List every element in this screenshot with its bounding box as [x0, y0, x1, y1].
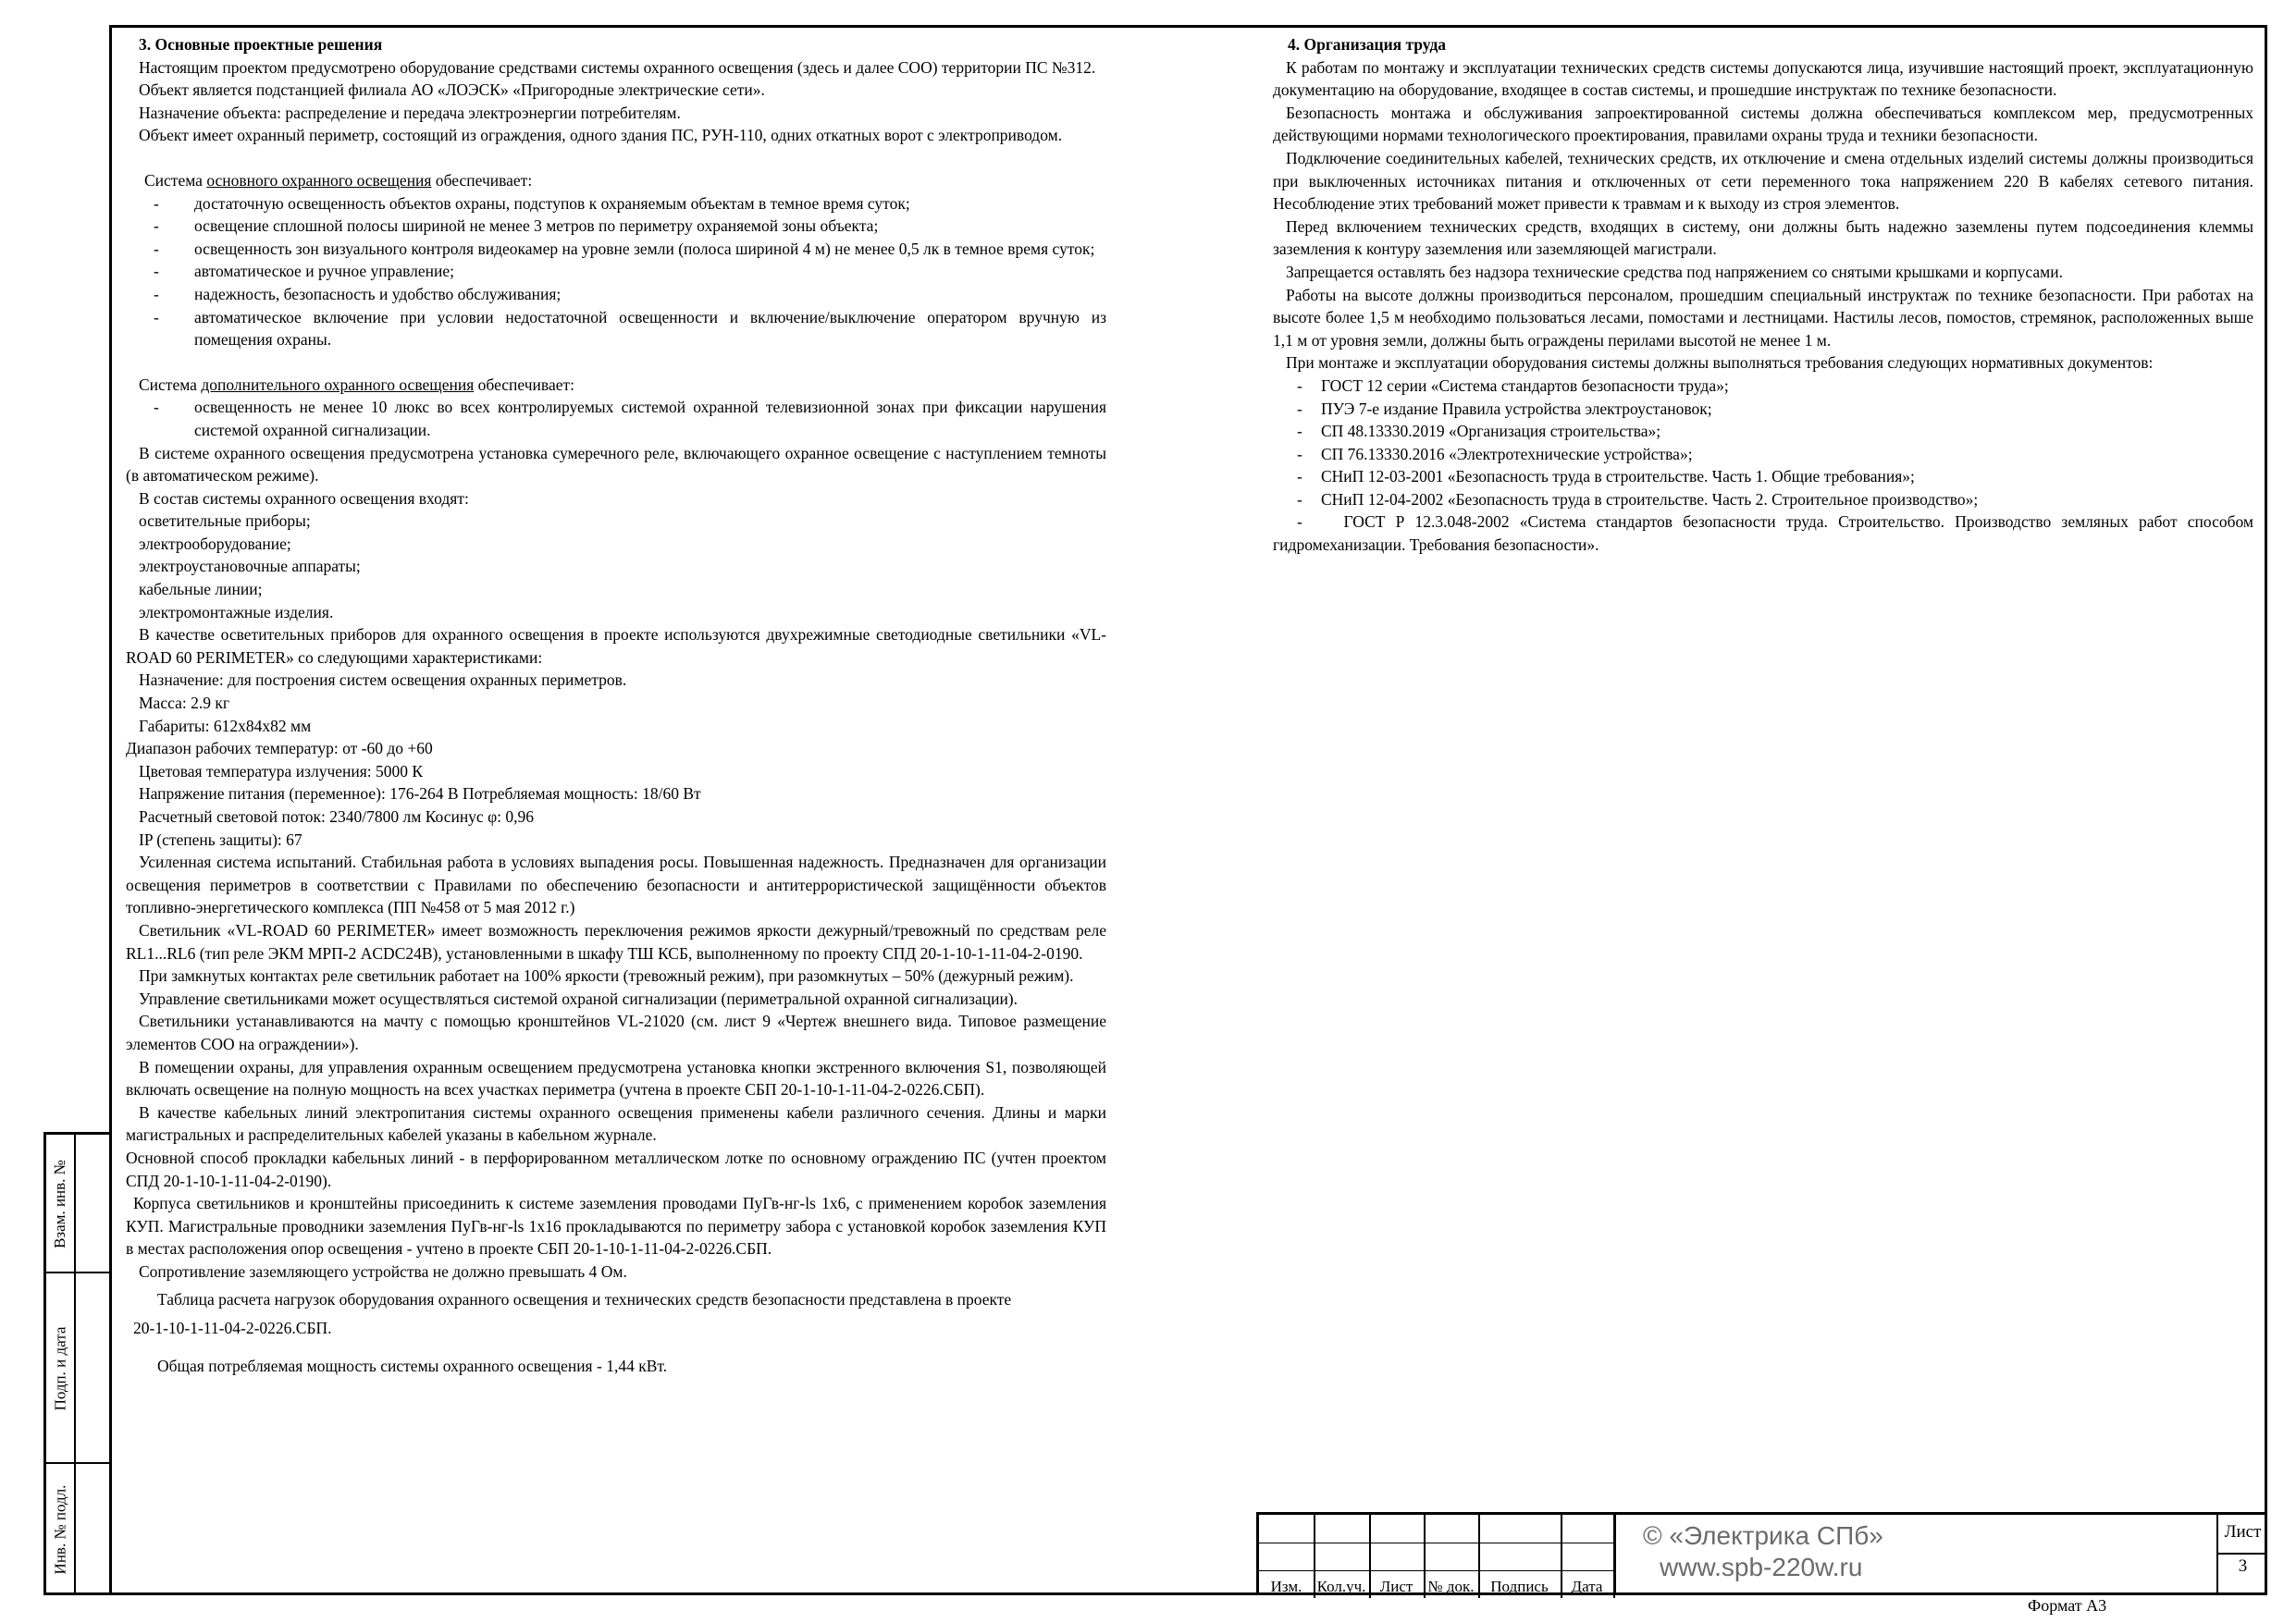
additional-system-heading: Система дополнительного охранного освещения обеспечивает:: [139, 375, 574, 394]
intro-line: Объект является подстанцией филиала АО «ЛОЭСК» «Пригородные электрические сети».: [139, 80, 765, 100]
stamp-header: Кол.уч.: [1316, 1578, 1366, 1595]
para-ground: Корпуса светильников и кронштейны присоединить к системе заземления проводами ПуГв-нг-ls 1х6, с применением коробок заземления КУП. Магистральные проводники заземления ПуГв-нг-ls 1х16 прокладываются по периметру забора с установкой коробок заземления КУП в местах расположения опор освещения - учтено в проекте СБП 20-1-10-1-11-04-2-0226.СБП.: [126, 1194, 1106, 1259]
norm-item: - СНиП 12-03-2001 «Безопасность труда в строительстве. Часть 1. Общие требования»;: [1297, 467, 1915, 486]
list-item: - достаточную освещенность объектов охраны, подступов к охраняемым объектам в темное время суток;: [154, 193, 910, 213]
right-para: Запрещается оставлять без надзора технические средства под напряжением со снятыми крышками и корпусами.: [1286, 262, 2063, 281]
right-para: Подключение соединительных кабелей, технических средств, их отключение и смена отдельных изделий системы должны производиться при выключенных источниках питания и отключенных от сети переменного тока напряжением 220 В кабелях сетевого питания. Несоблюдение этих требований может привести к травмам и к выходу из строя элементов.: [1273, 148, 2253, 214]
para-mount: Светильники устанавливаются на мачту с помощью кронштейнов VL-21020 (см. лист 9 «Чертеж внешнего вида. Типовое размещение элементов СОО на ограждении»).: [126, 1012, 1106, 1053]
right-para: Безопасность монтажа и обслуживания запроектированной системы должна обеспечиваться комплексом мер, предусмотренных действующими нормами технологического проектирования, правилами охраны труда и техники безопасности.: [1273, 103, 2253, 145]
format-label: Формат А3: [2028, 1596, 2107, 1615]
spec-line: Диапазон рабочих температур: от -60 до +60: [126, 739, 433, 758]
spec-line: Масса: 2.9 кг: [139, 694, 230, 713]
right-para: Работы на высоте должны производиться персоналом, прошедшим специальный инструктаж по технике безопасности. При работах на высоте более 1,5 м необходимо пользоваться лесами, помостами и лестницами. Настилы лесов, помостов, стремянок, расположенных выше 1,1 м от уровня земли, должны быть ограждены перилами высотой не менее 1 м.: [1273, 285, 2253, 350]
stamp-header: Лист: [1379, 1578, 1413, 1595]
side-label-inv: Инв. № подл.: [51, 1484, 68, 1575]
right-para: При монтаже и эксплуатации оборудования системы должны выполняться требования следующих нормативных документов:: [1286, 353, 2154, 373]
side-label-podp: Подп. и дата: [51, 1326, 69, 1411]
sheet-label: Лист: [2218, 1512, 2267, 1555]
spec-line: Расчетный световой поток: 2340/7800 лм Косинус φ: 0,96: [139, 807, 535, 826]
spec-line: IP (степень защиты): 67: [139, 830, 302, 849]
para-table-ref: 20-1-10-1-11-04-2-0226.СБП.: [133, 1319, 332, 1338]
copyright-line: © «Электрика СПб»: [1643, 1521, 1883, 1550]
norm-item: - ГОСТ 12 серии «Система стандартов безопасности труда»;: [1297, 375, 1729, 395]
para-switch: Светильник «VL-ROAD 60 PERIMETER» имеет возможность переключения режимов яркости дежурный/тревожный по средствам реле RL1...RL6 (тип реле ЭКМ МРП-2 ACDC24B), установленными в шкафу ТШ КСБ, выполненному по проекту СПД 20-1-10-1-11-04-2-0190.: [126, 920, 1106, 963]
norm-item: - СП 76.13330.2016 «Электротехнические устройства»;: [1297, 444, 1693, 463]
sheet-number: 3: [2238, 1556, 2248, 1576]
spec-line: Габариты: 612х84х82 мм: [139, 716, 312, 735]
para-control: Управление светильниками может осуществляться системой охраной сигнализации (периметральной охранной сигнализации).: [139, 989, 1018, 1008]
main-system-heading: Система основного охранного освещения обеспечивает:: [144, 170, 533, 190]
section4-title: 4. Организация труда: [1288, 35, 1447, 54]
sheet-number-box: [2216, 1512, 2267, 1595]
para-cables: В качестве кабельных линий электропитания системы охранного освещения применены кабели различного сечения. Длины и марки магистральных и распределительных кабелей указаны в кабельном журнале.: [126, 1102, 1106, 1145]
additional-system-link: дополнительного охранного освещения: [201, 375, 475, 394]
spec-line: Цветовая температура излучения: 5000 К: [139, 761, 424, 781]
para-resist: Сопротивление заземляющего устройства не должно превышать 4 Ом.: [139, 1261, 627, 1281]
norm-item: - СНиП 12-04-2002 «Безопасность труда в строительстве. Часть 2. Строительное производство»;: [1297, 489, 1979, 509]
para-contacts: При замкнутых контактах реле светильник работает на 100% яркости (тревожный режим), при разомкнутых – 50% (дежурный режим).: [139, 966, 1074, 986]
composition-item: осветительные приборы;: [139, 511, 311, 531]
norm-item: - ПУЭ 7-е издание Правила устройства электроустановок;: [1297, 399, 1712, 418]
para-lamps: В качестве осветительных приборов для охранного освещения в проекте используются двухрежимные светодиодные светильники «VL-ROAD 60 PERIMETER» со следующими характеристиками:: [126, 625, 1106, 667]
composition-item: электрооборудование;: [139, 534, 291, 553]
para-button: В помещении охраны, для управления охранным освещением предусмотрена установка кнопки экстренного включения S1, позволяющей включать освещение на полную мощность на всех участках периметра (учтена в проекте СБП 20-1-10-1-11-04-2-0226.СБП).: [126, 1057, 1106, 1100]
list-item: - надежность, безопасность и удобство обслуживания;: [154, 284, 562, 303]
composition-item: электроустановочные аппараты;: [139, 557, 361, 576]
spec-line: Назначение: для построения систем освещения охранных периметров.: [139, 670, 627, 690]
composition-item: кабельные линии;: [139, 580, 263, 599]
para-tests: Усиленная система испытаний. Стабильная работа в условиях выпадения росы. Повышенная надежность. Предназначен для организации освещения периметров в соответствии с Правилами по обеспечению безопасности и антитеррористической защищённости объектов топливно-энергетического комплекса (ПП №458 от 5 мая 2012 г.): [126, 853, 1106, 917]
norm-item: - СП 48.13330.2019 «Организация строительства»;: [1297, 422, 1661, 441]
copyright-url: www.spb-220w.ru: [1660, 1553, 1863, 1581]
para-relay: В системе охранного освещения предусмотрена установка сумеречного реле, включающего охранное освещение с наступлением темноты (в автоматическом режиме).: [126, 443, 1106, 486]
para-laying: Основной способ прокладки кабельных линий - в перфорированном металлическом лотке по основному ограждению ПС (учтен проектом СПД 20-1-10-1-11-04-2-0190).: [126, 1148, 1106, 1190]
norm-item: - ГОСТ Р 12.3.048-2002 «Система стандартов безопасности труда. Строительство. Производство земляных работ способом гидромеханизации. Требования безопасности».: [1273, 512, 2254, 555]
section3-title: 3. Основные проектные решения: [139, 35, 383, 54]
intro-line: Назначение объекта: распределение и передача электроэнергии потребителям.: [139, 103, 681, 122]
stamp-header: Подпись: [1490, 1578, 1549, 1595]
list-item: - автоматическое и ручное управление;: [154, 262, 455, 281]
stamp-header: Изм.: [1270, 1578, 1302, 1595]
stamp-header: Дата: [1571, 1578, 1603, 1595]
right-para: Перед включением технических средств, входящих в систему, они должны быть надежно заземлены путем подсоединения клеммы заземления к контуру заземления или заземляющей магистрали.: [1273, 216, 2253, 259]
intro-line: Настоящим проектом предусмотрено оборудование средствами системы охранного освещения (здесь и далее СОО) территории ПС №312.: [139, 57, 1096, 77]
para-power: Общая потребляемая мощность системы охранного освещения - 1,44 кВт.: [157, 1356, 668, 1375]
stamp-header: № док.: [1427, 1578, 1475, 1595]
side-stamp: [43, 1132, 109, 1595]
copyright-text: [1643, 1520, 1883, 1583]
list-item: - освещение сплошной полосы шириной не менее 3 метров по периметру охраняемой зоны объекта;: [154, 216, 879, 236]
list-item: - освещенность зон визуального контроля видеокамер на уровне земли (полоса шириной 4 м) не менее 0,5 лк в темное время суток;: [154, 239, 1095, 258]
spec-line: Напряжение питания (переменное): 176-264 В Потребляемая мощность: 18/60 Вт: [139, 784, 701, 804]
composition-item: электромонтажные изделия.: [139, 602, 334, 621]
right-para: К работам по монтажу и эксплуатации технических средств системы допускаются лица, изучившие настоящий проект, эксплуатационную документацию на оборудование, входящее в состав системы, и прошедшие инструктаж по технике безопасности.: [1273, 57, 2253, 100]
left-column: [126, 33, 1106, 1377]
main-system-link: основного охранного освещения: [206, 170, 432, 190]
list-item: - автоматическое включение при условии недостаточной освещенности и включение/выключение оператором вручную из помещения охраны.: [154, 307, 1106, 350]
right-column: [1273, 33, 2253, 557]
list-item: - освещенность не менее 10 люкс во всех контролируемых системой охранной телевизионной зонах при фиксации нарушения системой охранной сигнализации.: [154, 398, 1106, 439]
intro-line: Объект имеет охранный периметр, состоящий из ограждения, одного здания ПС, РУН-110, одних откатных ворот с электроприводом.: [139, 126, 1063, 145]
para-table: Таблица расчета нагрузок оборудования охранного освещения и технических средств безопасности представлена в проекте: [157, 1290, 1012, 1309]
side-label-vzam: Взам. инв. №: [51, 1160, 68, 1248]
composition-title: В состав системы охранного освещения входят:: [139, 488, 469, 508]
